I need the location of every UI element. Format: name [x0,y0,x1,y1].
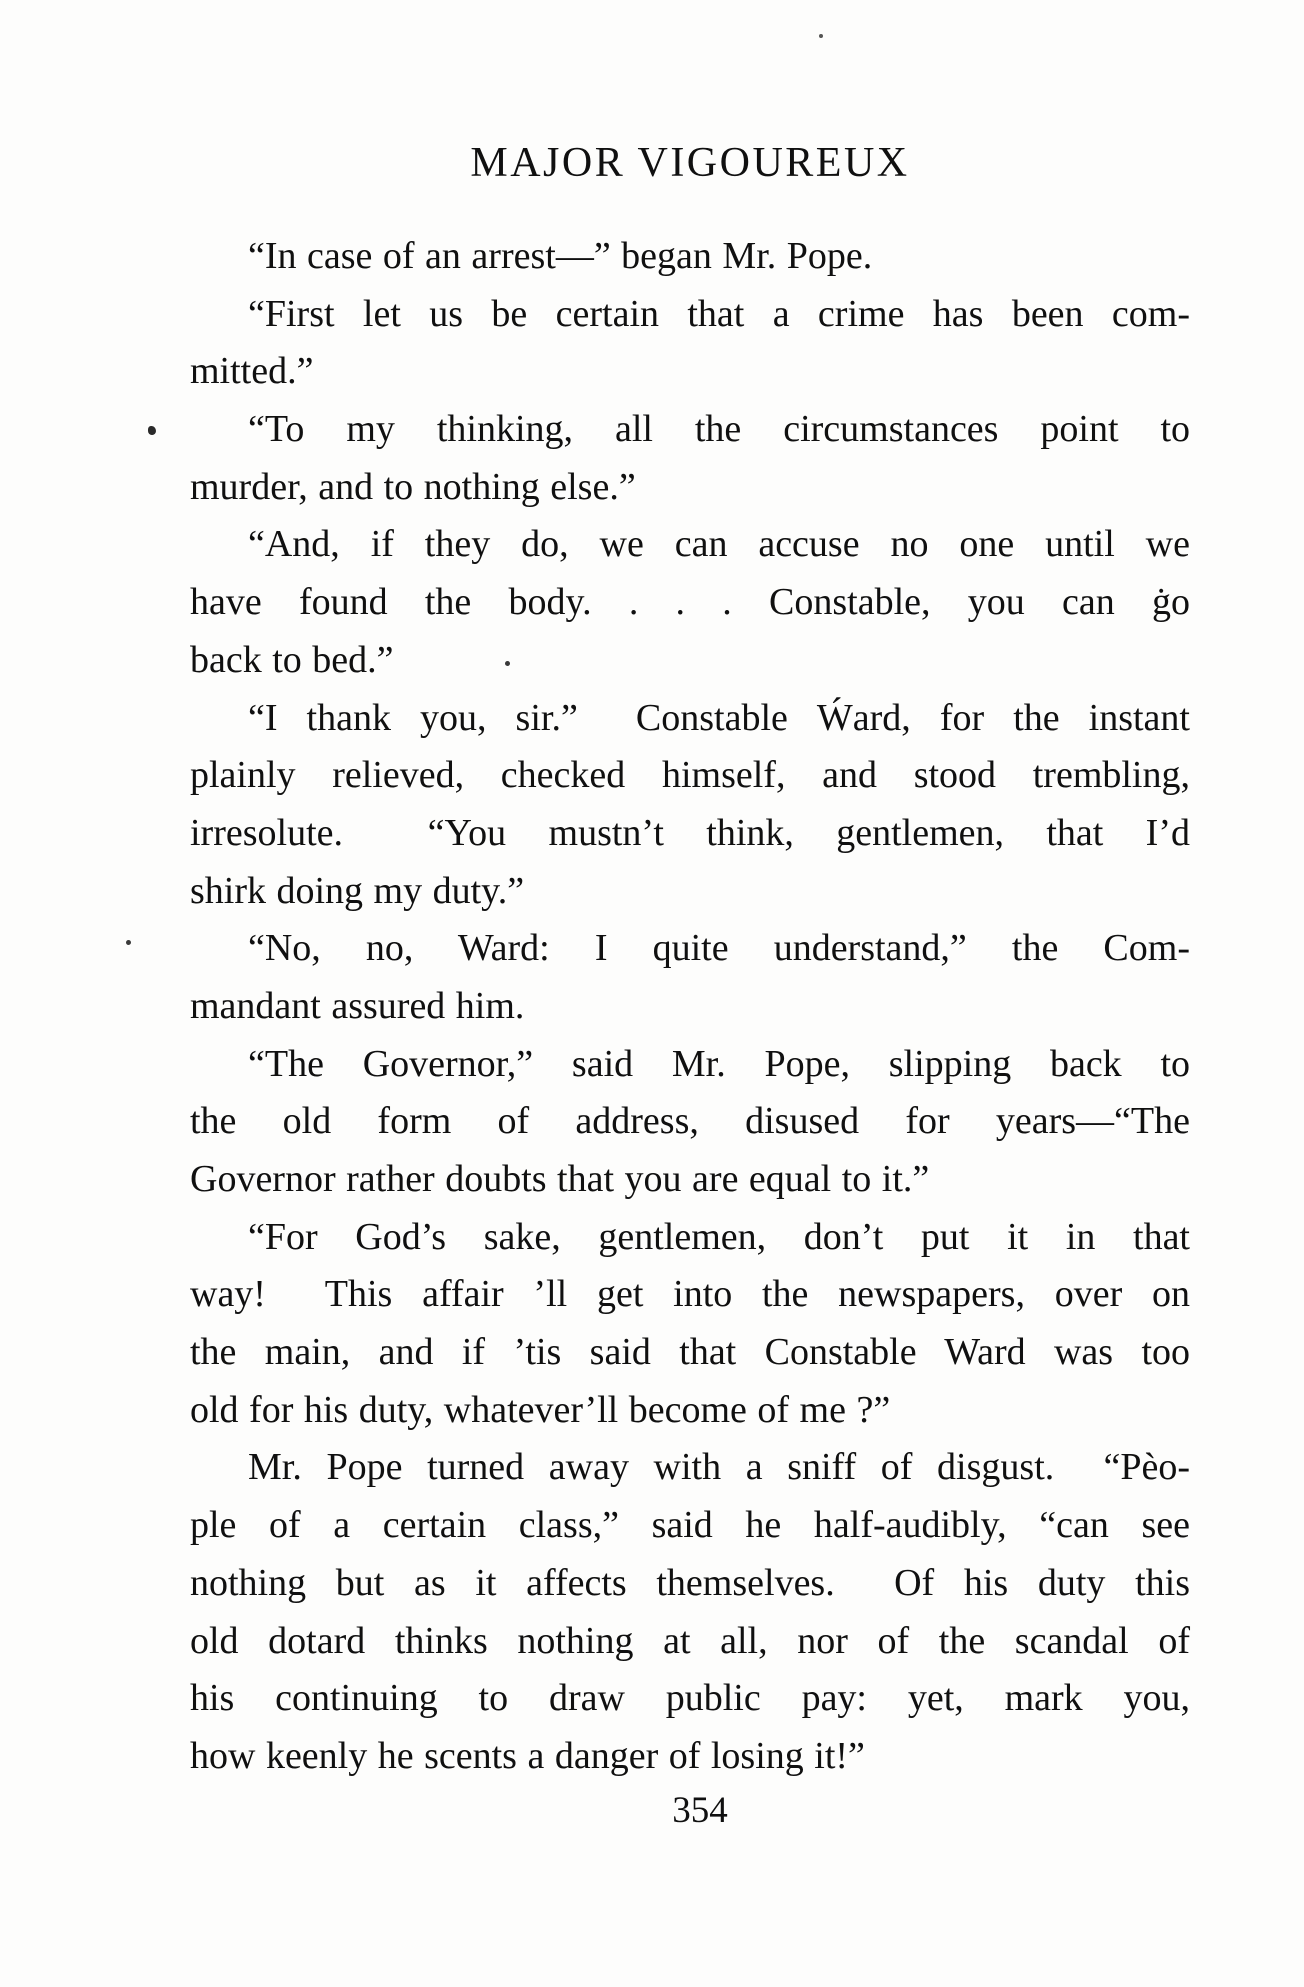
text-line: Governor rather doubts that you are equal to it.” [190,1158,930,1200]
text-line: shirk doing my duty.” [190,869,525,912]
ink-speck [819,34,823,38]
text-line: “For God’s sake, gentlemen, don’t put it in that [248,1215,1190,1258]
text-line: murder, and to nothing else.” [190,465,636,508]
text-line: the main, and if ’tis said that Constable Ward was too [190,1331,1190,1374]
text-line: Mr. Pope turned away with a sniff of disgust. “Pèo- [248,1446,1190,1489]
text-line: the old form of address, disused for years—“The [190,1100,1190,1143]
text-line: old dotard thinks nothing at all, nor of the scandal of [190,1619,1190,1662]
text-line: mitted.” [190,350,314,393]
ink-speck [148,426,156,435]
page-number: 354 [672,1790,728,1831]
ink-speck [126,940,131,945]
text-line: “In case of an arrest—” began Mr. Pope. [248,235,873,277]
text-line: “I thank you, sir.” Constable Ẃard, for the instant [248,696,1190,739]
text-line: “No, no, Ward: I quite understand,” the Com- [248,927,1190,970]
text-line: “The Governor,” said Mr. Pope, slipping back to [248,1042,1190,1085]
text-line: “First let us be certain that a crime has been com- [248,292,1190,335]
text-line: his continuing to draw public pay: yet, mark you, [190,1677,1190,1720]
ink-speck [505,661,510,666]
text-line: “And, if they do, we can accuse no one until we [248,523,1190,566]
text-line: mandant assured him. [190,984,525,1027]
text-line: back to bed.” [190,638,394,681]
text-line: how keenly he scents a danger of losing it!” [190,1734,865,1777]
text-line: old for his duty, whatever’ll become of me ?” [190,1388,891,1431]
text-line: way! This affair ’ll get into the newspapers, over on [190,1273,1190,1316]
text-line: ple of a certain class,” said he half-audibly, “can see [190,1504,1190,1547]
text-line: irresolute. “You mustn’t think, gentlemen, that I’d [190,811,1190,854]
text-line: have found the body. . . . Constable, you can ġo [190,581,1190,624]
text-line: plainly relieved, checked himself, and stood trembling, [190,754,1190,797]
page-text-block [190,228,1190,1786]
text-line: nothing but as it affects themselves. Of his duty this [190,1561,1190,1604]
text-line: “To my thinking, all the circumstances point to [248,408,1190,451]
running-header: MAJOR VIGOUREUX [470,140,910,186]
